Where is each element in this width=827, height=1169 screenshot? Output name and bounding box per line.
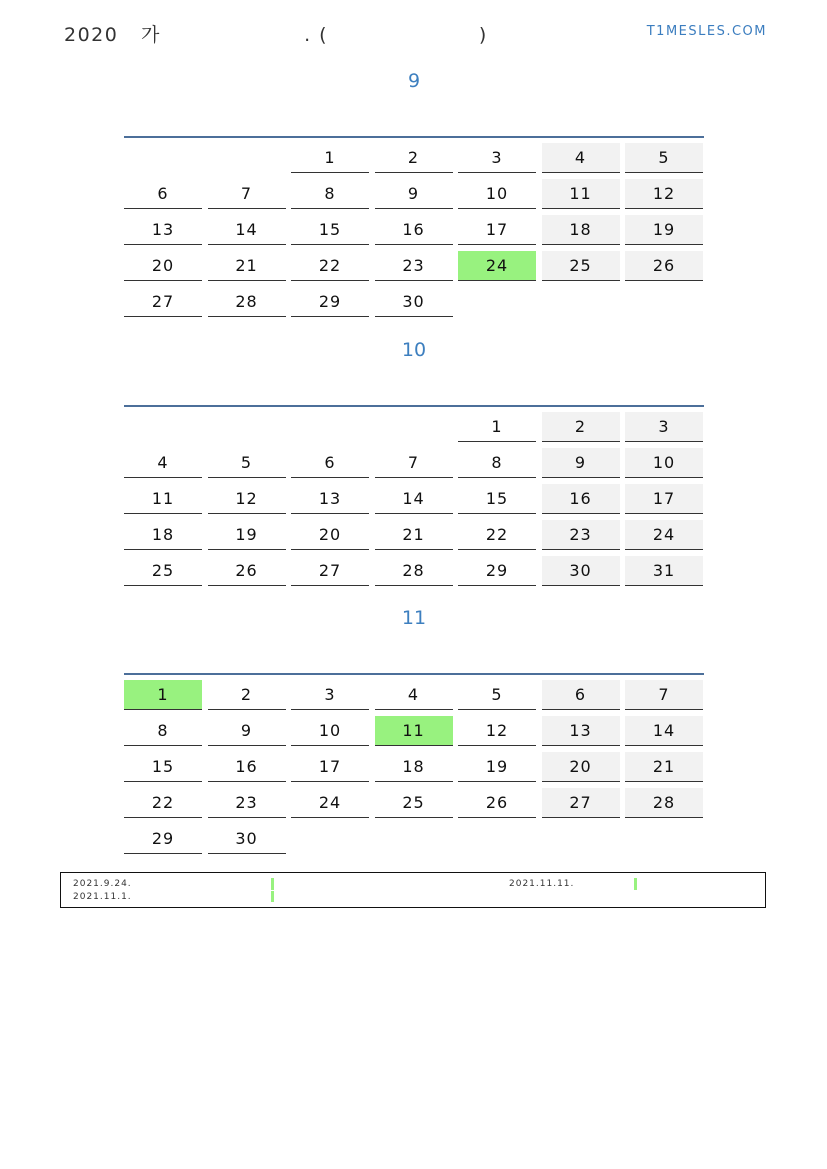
day-cell: 22 — [291, 251, 369, 281]
day-cell: 7 — [375, 448, 453, 478]
day-cell: 13 — [124, 215, 202, 245]
day-cell: 14 — [625, 716, 703, 746]
day-cell: 4 — [542, 143, 620, 173]
day-cell: 8 — [458, 448, 536, 478]
day-cell: 23 — [375, 251, 453, 281]
day-cell: 12 — [208, 484, 286, 514]
day-cell: 8 — [291, 179, 369, 209]
day-cell: 24 — [625, 520, 703, 550]
day-cell: 28 — [625, 788, 703, 818]
day-cell: 14 — [208, 215, 286, 245]
day-cell: 25 — [375, 788, 453, 818]
day-cell: 3 — [458, 143, 536, 173]
day-cell: 13 — [291, 484, 369, 514]
day-cell: 9 — [375, 179, 453, 209]
month-name: 10 — [401, 339, 427, 361]
day-cell: 28 — [208, 287, 286, 317]
day-cell: 25 — [124, 556, 202, 586]
holiday-marker — [271, 891, 274, 902]
day-cell: 12 — [625, 179, 703, 209]
day-cell: 7 — [208, 179, 286, 209]
month-grid — [124, 405, 704, 593]
day-cell: 5 — [625, 143, 703, 173]
day-cell: 1 — [291, 143, 369, 173]
day-cell: 16 — [542, 484, 620, 514]
day-cell: 16 — [375, 215, 453, 245]
month-name: 11 — [401, 607, 427, 629]
legend-item: 2021.11.11. — [509, 879, 575, 889]
holiday-day-cell: 24 — [458, 251, 536, 281]
day-cell: 2 — [375, 143, 453, 173]
day-cell: 5 — [458, 680, 536, 710]
day-cell: 25 — [542, 251, 620, 281]
day-cell: 1 — [458, 412, 536, 442]
day-cell: 14 — [375, 484, 453, 514]
day-cell: 22 — [124, 788, 202, 818]
brand-link[interactable]: T1MESLES.COM — [646, 24, 767, 39]
day-cell: 6 — [124, 179, 202, 209]
day-cell: 23 — [208, 788, 286, 818]
day-cell: 19 — [458, 752, 536, 782]
day-cell: 3 — [625, 412, 703, 442]
holiday-day-cell: 1 — [124, 680, 202, 710]
day-cell: 2 — [208, 680, 286, 710]
day-cell: 26 — [458, 788, 536, 818]
day-cell: 8 — [124, 716, 202, 746]
day-cell: 15 — [458, 484, 536, 514]
month-grid — [124, 673, 704, 861]
day-cell: 13 — [542, 716, 620, 746]
day-cell: 2 — [542, 412, 620, 442]
day-cell: 27 — [124, 287, 202, 317]
day-cell: 7 — [625, 680, 703, 710]
day-cell: 10 — [625, 448, 703, 478]
legend-item: 2021.11.1. — [73, 892, 132, 902]
day-cell: 9 — [208, 716, 286, 746]
day-cell: 12 — [458, 716, 536, 746]
day-cell: 5 — [208, 448, 286, 478]
day-cell: 6 — [291, 448, 369, 478]
day-cell: 18 — [124, 520, 202, 550]
day-cell: 24 — [291, 788, 369, 818]
holiday-marker — [634, 878, 637, 890]
holiday-day-cell: 11 — [375, 716, 453, 746]
day-cell: 26 — [208, 556, 286, 586]
day-cell: 21 — [625, 752, 703, 782]
day-cell: 20 — [124, 251, 202, 281]
day-cell: 19 — [208, 520, 286, 550]
month-grid — [124, 136, 704, 324]
holiday-marker — [271, 878, 274, 890]
day-cell: 28 — [375, 556, 453, 586]
day-cell: 4 — [124, 448, 202, 478]
day-cell: 21 — [208, 251, 286, 281]
day-cell: 30 — [208, 824, 286, 854]
page-header — [0, 0, 827, 60]
day-cell: 3 — [291, 680, 369, 710]
day-cell: 15 — [291, 215, 369, 245]
holiday-legend — [60, 872, 766, 908]
day-cell: 27 — [542, 788, 620, 818]
day-cell: 20 — [542, 752, 620, 782]
legend-item: 2021.9.24. — [73, 879, 132, 889]
day-cell: 21 — [375, 520, 453, 550]
day-cell: 26 — [625, 251, 703, 281]
day-cell: 30 — [542, 556, 620, 586]
day-cell: 19 — [625, 215, 703, 245]
day-cell: 6 — [542, 680, 620, 710]
day-cell: 17 — [291, 752, 369, 782]
day-cell: 23 — [542, 520, 620, 550]
page-title: 2020 가 . ( ) — [64, 24, 488, 46]
day-cell: 29 — [458, 556, 536, 586]
day-cell: 10 — [291, 716, 369, 746]
day-cell: 27 — [291, 556, 369, 586]
month-name: 9 — [407, 70, 421, 92]
day-cell: 18 — [375, 752, 453, 782]
day-cell: 11 — [124, 484, 202, 514]
day-cell: 15 — [124, 752, 202, 782]
day-cell: 30 — [375, 287, 453, 317]
day-cell: 10 — [458, 179, 536, 209]
day-cell: 16 — [208, 752, 286, 782]
day-cell: 4 — [375, 680, 453, 710]
day-cell: 31 — [625, 556, 703, 586]
day-cell: 29 — [124, 824, 202, 854]
day-cell: 29 — [291, 287, 369, 317]
day-cell: 18 — [542, 215, 620, 245]
day-cell: 17 — [625, 484, 703, 514]
day-cell: 11 — [542, 179, 620, 209]
day-cell: 22 — [458, 520, 536, 550]
day-cell: 9 — [542, 448, 620, 478]
day-cell: 20 — [291, 520, 369, 550]
day-cell: 17 — [458, 215, 536, 245]
